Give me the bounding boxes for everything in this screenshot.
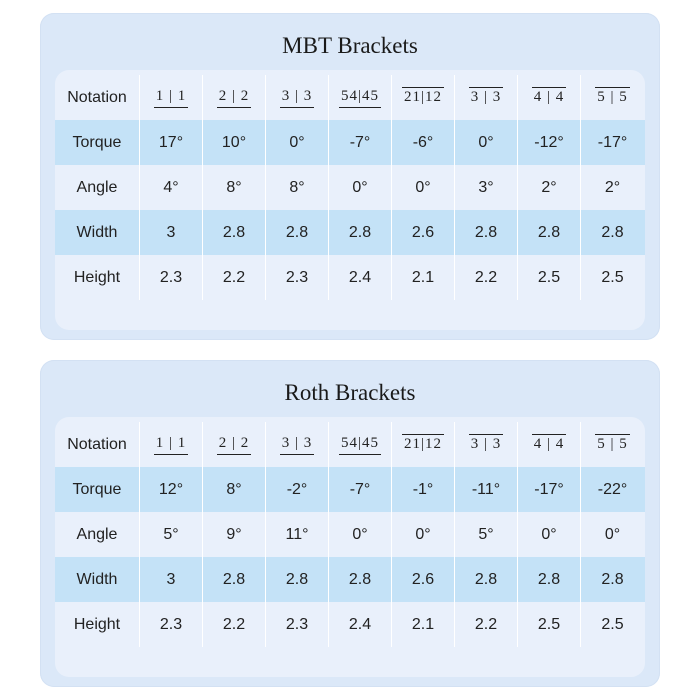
height-value: 2.3: [266, 602, 329, 647]
notation-cell: [455, 75, 518, 120]
tooth-notation: 4 | 4: [532, 434, 567, 455]
notation-cell: [266, 422, 329, 467]
notation-row-label: Notation: [55, 75, 140, 120]
tooth-notation: 2 | 2: [217, 87, 252, 108]
torque-row-label: Torque: [55, 120, 140, 165]
height-value: 2.2: [203, 255, 266, 300]
tooth-notation: 21|12: [402, 434, 444, 455]
torque-value: -7°: [329, 467, 392, 512]
angle-value: 0°: [604, 525, 621, 543]
roth-brackets-card: [40, 360, 660, 687]
width-value: 2.8: [455, 210, 518, 255]
height-value: 2.5: [601, 615, 624, 633]
tooth-notation: 21|12: [402, 87, 444, 108]
notation-cell: [581, 75, 644, 120]
torque-value: 17°: [140, 120, 203, 165]
tooth-notation: 54|45: [339, 87, 381, 108]
angle-value: 8°: [266, 165, 329, 210]
torque-value: -12°: [518, 120, 581, 165]
height-value: 2.2: [455, 255, 518, 300]
tooth-notation: 5 | 5: [595, 434, 630, 455]
notation-cell: [581, 422, 644, 467]
height-value: 2.5: [601, 268, 624, 286]
notation-cell: [203, 422, 266, 467]
width-row-label: Width: [55, 557, 140, 602]
angle-value: 0°: [518, 512, 581, 557]
width-value: 2.8: [266, 557, 329, 602]
torque-value: 8°: [203, 467, 266, 512]
angle-row: [55, 165, 645, 210]
height-value: 2.5: [518, 602, 581, 647]
torque-row: [55, 120, 645, 165]
angle-value: 0°: [329, 512, 392, 557]
tooth-notation: 5 | 5: [595, 87, 630, 108]
torque-value: -7°: [329, 120, 392, 165]
width-row-label: Width: [55, 210, 140, 255]
torque-value: 10°: [203, 120, 266, 165]
tooth-notation: 3 | 3: [280, 87, 315, 108]
angle-value: 9°: [203, 512, 266, 557]
height-value: 2.4: [329, 255, 392, 300]
notation-cell: [266, 75, 329, 120]
tooth-notation: 3 | 3: [469, 87, 504, 108]
roth-brackets-table: [55, 417, 645, 677]
width-value: 2.8: [203, 210, 266, 255]
torque-row-label: Torque: [55, 467, 140, 512]
width-value: 2.8: [266, 210, 329, 255]
roth-brackets-title: Roth Brackets: [284, 380, 416, 405]
notation-cell: [518, 422, 581, 467]
tooth-notation: 1 | 1: [154, 434, 189, 455]
notation-cell: [203, 75, 266, 120]
height-value: 2.3: [140, 255, 203, 300]
angle-row-label: Angle: [55, 165, 140, 210]
height-row: [55, 255, 645, 300]
height-value: 2.1: [392, 602, 455, 647]
angle-row: [55, 512, 645, 557]
torque-row: [55, 467, 645, 512]
notation-cell: [329, 75, 392, 120]
tooth-notation: 1 | 1: [154, 87, 189, 108]
tooth-notation: 3 | 3: [469, 434, 504, 455]
tooth-notation: 2 | 2: [217, 434, 252, 455]
notation-row: [55, 422, 645, 467]
torque-value: -17°: [518, 467, 581, 512]
width-row: [55, 557, 645, 602]
width-value: 2.8: [601, 570, 624, 588]
height-row-label: Height: [55, 602, 140, 647]
height-value: 2.2: [203, 602, 266, 647]
notation-cell: [140, 75, 203, 120]
width-row: [55, 210, 645, 255]
notation-cell: [392, 422, 455, 467]
angle-value: 0°: [329, 165, 392, 210]
angle-value: 2°: [518, 165, 581, 210]
height-row: [55, 602, 645, 647]
torque-value: -22°: [597, 480, 628, 498]
mbt-brackets-title: MBT Brackets: [282, 33, 418, 58]
width-value: 2.8: [518, 210, 581, 255]
angle-value: 0°: [392, 165, 455, 210]
width-value: 3: [140, 210, 203, 255]
notation-row: [55, 75, 645, 120]
angle-value: 11°: [266, 512, 329, 557]
angle-value: 5°: [455, 512, 518, 557]
angle-value: 0°: [392, 512, 455, 557]
torque-value: -17°: [597, 133, 628, 151]
notation-cell: [455, 422, 518, 467]
width-value: 2.8: [203, 557, 266, 602]
angle-value: 5°: [140, 512, 203, 557]
height-value: 2.2: [455, 602, 518, 647]
width-value: 2.8: [329, 210, 392, 255]
angle-value: 4°: [140, 165, 203, 210]
torque-value: 0°: [266, 120, 329, 165]
mbt-brackets-table: [55, 70, 645, 330]
height-row-label: Height: [55, 255, 140, 300]
notation-cell: [329, 422, 392, 467]
mbt-brackets-card: [40, 13, 660, 340]
notation-row-label: Notation: [55, 422, 140, 467]
torque-value: -6°: [392, 120, 455, 165]
angle-row-label: Angle: [55, 512, 140, 557]
tooth-notation: 3 | 3: [280, 434, 315, 455]
width-value: 2.8: [329, 557, 392, 602]
notation-cell: [392, 75, 455, 120]
height-value: 2.3: [266, 255, 329, 300]
width-value: 2.6: [392, 557, 455, 602]
height-value: 2.5: [518, 255, 581, 300]
tooth-notation: 4 | 4: [532, 87, 567, 108]
height-value: 2.4: [329, 602, 392, 647]
notation-cell: [518, 75, 581, 120]
width-value: 2.8: [518, 557, 581, 602]
torque-value: 12°: [140, 467, 203, 512]
torque-value: -1°: [392, 467, 455, 512]
angle-value: 3°: [455, 165, 518, 210]
width-value: 2.8: [601, 223, 624, 241]
height-value: 2.3: [140, 602, 203, 647]
width-value: 3: [140, 557, 203, 602]
torque-value: -2°: [266, 467, 329, 512]
angle-value: 8°: [203, 165, 266, 210]
width-value: 2.8: [455, 557, 518, 602]
tooth-notation: 54|45: [339, 434, 381, 455]
angle-value: 2°: [604, 178, 621, 196]
torque-value: 0°: [455, 120, 518, 165]
torque-value: -11°: [455, 467, 518, 512]
notation-cell: [140, 422, 203, 467]
height-value: 2.1: [392, 255, 455, 300]
width-value: 2.6: [392, 210, 455, 255]
